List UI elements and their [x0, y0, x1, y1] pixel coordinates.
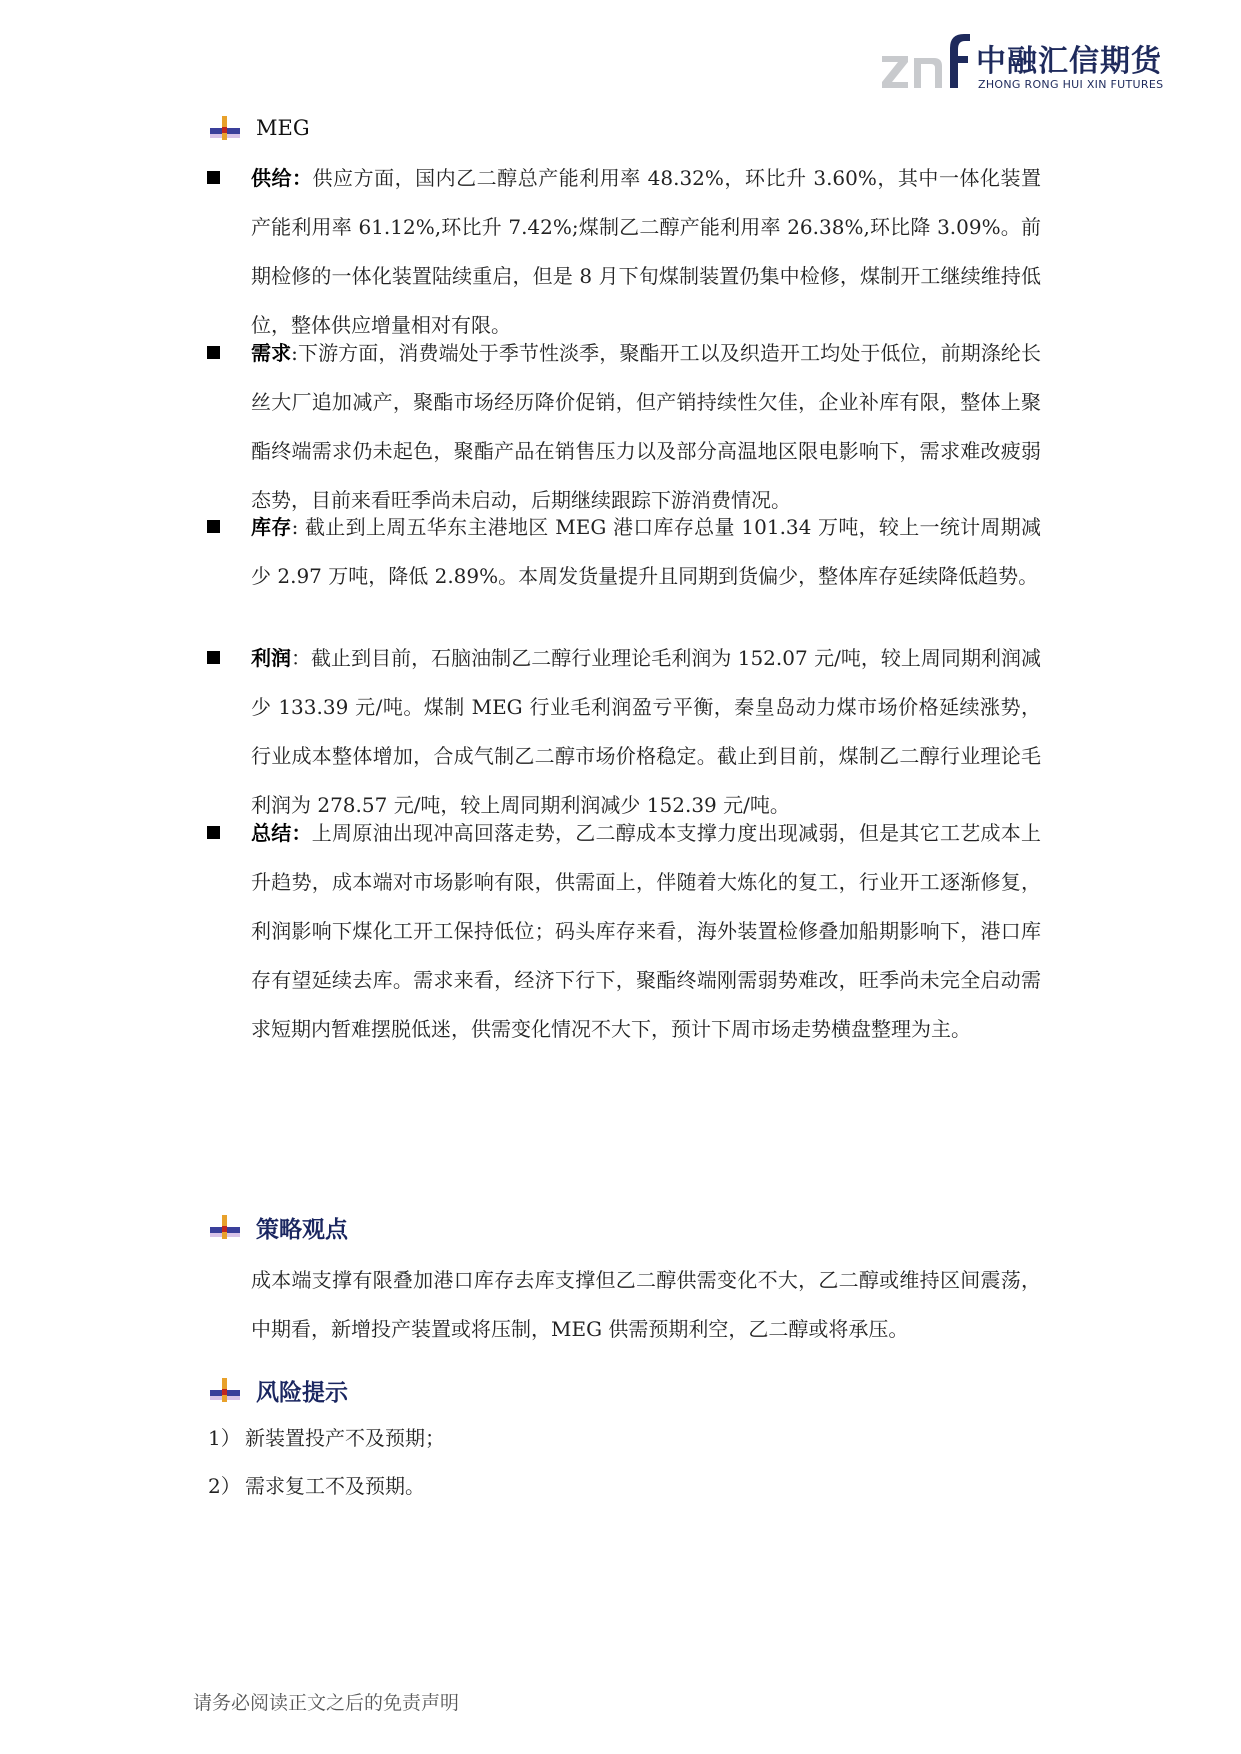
item-text: ：截止到目前，石脑油制乙二醇行业理论毛利润为 152.07 元/吨，较上周同期利润减少 133.39 元/吨。煤制 MEG 行业毛利润盈亏平衡，秦皇岛动力煤市场价格延续涨势，行业成本整体增加，合成气制乙二醇市场价格稳定。截止到目前，煤制乙二醇行业理论毛利润为 278.57 元/吨，较上周同期利润减少 152.39 元/吨。 [251, 646, 1041, 817]
section-cross-icon [208, 114, 242, 142]
section-cross-icon [208, 1376, 242, 1404]
logo-cn-text: 中融汇信期货 [976, 44, 1162, 79]
section-meg-heading [208, 108, 310, 148]
bullet-square-icon [207, 171, 220, 184]
item-label: 需求 [251, 341, 292, 365]
znf-logo-icon [880, 30, 972, 94]
item-text: 上周原油出现冲高回落走势，乙二醇成本支撑力度出现减弱，但是其它工艺成本上升趋势，成本端对市场影响有限，供需面上，伴随着大炼化的复工，行业开工逐渐修复，利润影响下煤化工开工保持低位；码头库存来看，海外装置检修叠加船期影响下，港口库存有望延续去库。需求来看，经济下行下，聚酯终端刚需弱势难改，旺季尚未完全启动需求短期内暂难摆脱低迷，供需变化情况不大下，预计下周市场走势横盘整理为主。 [251, 821, 1042, 1041]
item-label: 总结： [251, 821, 312, 845]
section-title: MEG [256, 116, 310, 140]
section-title: 风险提示 [256, 1379, 348, 1406]
item-number: 1） [208, 1426, 241, 1450]
bullet-square-icon [207, 651, 220, 664]
item-text: : 截止到上周五华东主港地区 MEG 港口库存总量 101.34 万吨，较上一统计周期减少 2.97 万吨，降低 2.89%。本周发货量提升且同期到货偏少，整体库存延续降低趋势。 [251, 515, 1042, 588]
item-label: 库存 [251, 515, 292, 539]
list-item [207, 329, 1047, 525]
section-risk-heading [208, 1370, 348, 1410]
item-label: 利润 [251, 646, 292, 670]
item-number: 2） [208, 1474, 241, 1498]
company-logo [880, 30, 1180, 94]
strategy-paragraph: 成本端支撑有限叠加港口库存去库支撑但乙二醇供需变化不大，乙二醇或维持区间震荡，中期看，新增投产装置或将压制，MEG 供需预期利空，乙二醇或将承压。 [251, 1268, 1041, 1341]
item-label: 供给： [251, 166, 313, 190]
list-item [208, 1466, 425, 1506]
item-text: 新装置投产不及预期； [245, 1426, 445, 1450]
bullet-square-icon [207, 520, 220, 533]
list-item [207, 634, 1047, 830]
item-text: 需求复工不及预期。 [245, 1474, 425, 1498]
section-strategy-heading [208, 1207, 348, 1247]
item-text: 供应方面，国内乙二醇总产能利用率 48.32%，环比升 3.60%，其中一体化装置产能利用率 61.12%,环比升 7.42%;煤制乙二醇产能利用率 26.38%,环比降 3.09%。前期检修的一体化装置陆续重启，但是 8 月下旬煤制装置仍集中检修，煤制开工继续维持低位，整体供应增量相对有限。 [251, 166, 1041, 337]
item-text: :下游方面，消费端处于季节性淡季，聚酯开工以及织造开工均处于低位，前期涤纶长丝大厂追加减产，聚酯市场经历降价促销，但产销持续性欠佳，企业补库有限，整体上聚酯终端需求仍未起色，聚酯产品在销售压力以及部分高温地区限电影响下，需求难改疲弱态势，目前来看旺季尚未启动，后期继续跟踪下游消费情况。 [251, 341, 1041, 512]
logo-en-text: ZHONG RONG HUI XIN FUTURES [978, 78, 1164, 91]
bullet-square-icon [207, 346, 220, 359]
section-title: 策略观点 [256, 1216, 348, 1243]
list-item [208, 1418, 445, 1458]
list-item [207, 154, 1047, 350]
section-cross-icon [208, 1213, 242, 1241]
list-item [207, 809, 1047, 1054]
bullet-square-icon [207, 826, 220, 839]
footer-disclaimer: 请务必阅读正文之后的免责声明 [193, 1692, 460, 1714]
list-item [207, 503, 1047, 601]
